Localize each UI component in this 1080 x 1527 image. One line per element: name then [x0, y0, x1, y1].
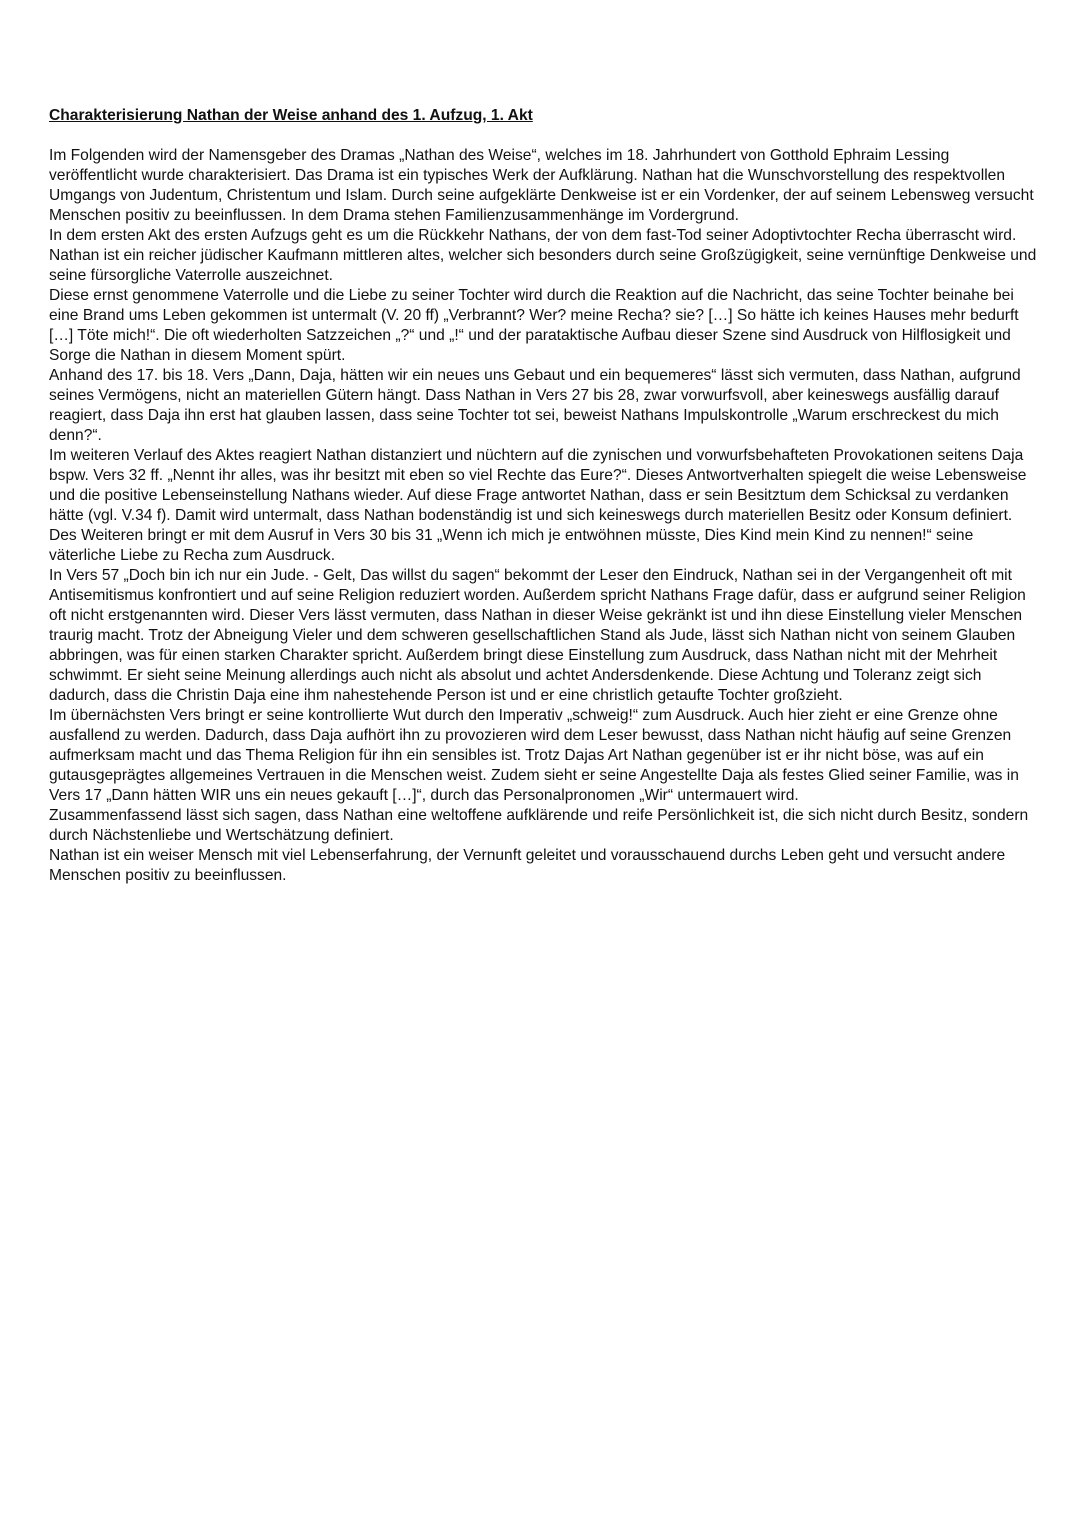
paragraph-religion: In Vers 57 „Doch bin ich nur ein Jude. - Gelt, Das willst du sagen“ bekommt der Leser den Eindruck, Nathan sei in der Vergangenheit oft mit Antisemitismus konfrontiert und auf seine Religion reduziert worden. Außerdem spricht Nathans Frage dafür, dass er aufgrund seiner Religion oft nicht erstgenannten wird. Dieser Vers lässt vermuten, dass Nathan in dieser Weise gekränkt ist und ihn diese Einstellung vieler Menschen traurig macht. Trotz der Abneigung Vieler und dem schweren gesellschaftlichen Stand als Jude, lässt sich Nathan nicht von seinem Glauben abbringen, was für einen starken Charakter spricht. Außerdem bringt diese Einstellung zum Ausdruck, dass Nathan nicht mit der Mehrheit schwimmt. Er sieht seine Meinung allerdings auch nicht als absolut und achtet Andersdenkende. Diese Achtung und Toleranz zeigt sich dadurch, dass die Christin Daja eine ihm nahestehende Person ist und er eine christlich getaufte Tochter großzieht. — [49, 567, 1026, 704]
document-page — [49, 106, 1039, 886]
paragraph-material-goods: Anhand des 17. bis 18. Vers „Dann, Daja, hätten wir ein neues uns Gebaut und ein bequemeres“ lässt sich vermuten, dass Nathan, aufgrund seines Vermögens, nicht an materiellen Gütern hängt. Dass Nathan in Vers 27 bis 28, zwar vorwurfsvoll, aber keineswegs ausfällig darauf reagiert, dass Daja ihn erst hat glauben lassen, dass seine Tochter tot sei, beweist Nathans Impulskontrolle „Warum erschreckest du mich denn?“. — [49, 367, 1021, 444]
document-body — [49, 146, 1039, 886]
paragraph-character: Nathan ist ein reicher jüdischer Kaufmann mittleren altes, welcher sich besonders durch seine Großzügigkeit, seine vernünftige Denkweise und seine fürsorgliche Vaterrolle auszeichnet. — [49, 247, 1037, 284]
paragraph-fatherly-love: Des Weiteren bringt er mit dem Ausruf in Vers 30 bis 31 „Wenn ich mich je entwöhnen müsste, Dies Kind mein Kind zu nennen!“ seine väterliche Liebe zu Recha zum Ausdruck. — [49, 527, 974, 564]
paragraph-reaction: Im weiteren Verlauf des Aktes reagiert Nathan distanziert und nüchtern auf die zynischen und vorwurfsbehafteten Provokationen seitens Daja bspw. Vers 32 ff. „Nennt ihr alles, was ihr besitzt mit eben so viel Rechte das Eure?“. Dieses Antwortverhalten spiegelt die weise Lebensweise und die positive Lebenseinstellung Nathans wieder. Auf diese Frage antwortet Nathan, dass er sein Besitztum dem Schicksal zu verdanken hätte (vgl. V.34 f). Damit wird untermalt, dass Nathan bodenständig ist und sich keineswegs durch materiellen Besitz oder Konsum definiert. — [49, 447, 1027, 524]
document-title: Charakterisierung Nathan der Weise anhand des 1. Aufzug, 1. Akt — [49, 107, 533, 124]
paragraph-summary: Zusammenfassend lässt sich sagen, dass Nathan eine weltoffene aufklärende und reife Persönlichkeit ist, die sich nicht durch Besitz, sondern durch Nächstenliebe und Wertschätzung definiert. — [49, 807, 1029, 844]
paragraph-father-role: Diese ernst genommene Vaterrolle und die Liebe zu seiner Tochter wird durch die Reaktion auf die Nachricht, das seine Tochter beinahe bei eine Brand ums Leben gekommen ist untermalt (V. 20 ff) „Verbrannt? Wer? meine Recha? sie? […] So hätte ich keines Hauses mehr bedurft […] Töte mich!“. Die oft wiederholten Satzzeichen „?“ und „!“ und der parataktische Aufbau dieser Szene sind Ausdruck von Hilflosigkeit und Sorge die Nathan in diesem Moment spürt. — [49, 287, 1019, 364]
paragraph-controlled-anger: Im übernächsten Vers bringt er seine kontrollierte Wut durch den Imperativ „schweig!“ zum Ausdruck. Auch hier zieht er eine Grenze ohne ausfallend zu werden. Dadurch, dass Daja aufhört ihn zu provozieren wird dem Leser bewusst, dass Nathan nicht häufig auf seine Grenzen aufmerksam macht und das Thema Religion für ihn ein sensibles ist. Trotz Dajas Art Nathan gegenüber ist er ihr nicht böse, was auf ein gutausgeprägtes allgemeines Vertrauen in die Menschen weist. Zudem sieht er seine Angestellte Daja als festes Glied seiner Familie, was in Vers 17 „Dann hätten WIR uns ein neues gekauft […]“, durch das Personalpronomen „Wir“ untermauert wird. — [49, 707, 1019, 804]
paragraph-intro: Im Folgenden wird der Namensgeber des Dramas „Nathan des Weise“, welches im 18. Jahrhundert von Gotthold Ephraim Lessing veröffentlicht wurde charakterisiert. Das Drama ist ein typisches Werk der Aufklärung. Nathan hat die Wunschvorstellung des respektvollen Umgangs von Judentum, Christentum und Islam. Durch seine aufgeklärte Denkweise ist er ein Vordenker, der auf seinem Lebensweg versucht Menschen positiv zu beeinflussen. In dem Drama stehen Familienzusammenhänge im Vordergrund. — [49, 147, 1034, 224]
paragraph-plot: In dem ersten Akt des ersten Aufzugs geht es um die Rückkehr Nathans, der von dem fast-Tod seiner Adoptivtochter Recha überrascht wird. — [49, 227, 1017, 244]
paragraph-conclusion: Nathan ist ein weiser Mensch mit viel Lebenserfahrung, der Vernunft geleitet und vorausschauend durchs Leben geht und versucht andere Menschen positiv zu beeinflussen. — [49, 847, 1006, 884]
